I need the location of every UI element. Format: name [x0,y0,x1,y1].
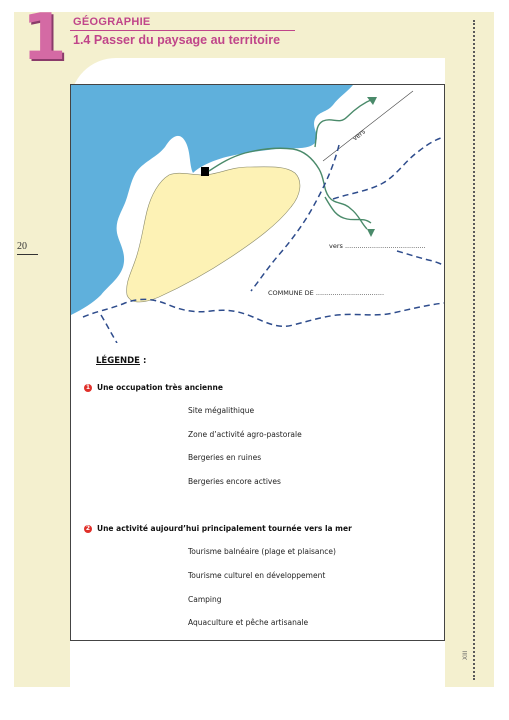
legend-item: Tourisme balnéaire (plage et plaisance) [188,547,336,556]
section-title: GÉOGRAPHIE [73,16,151,28]
megalithic-site-marker [201,167,209,176]
commune-boundary-east [397,251,444,265]
legend-title [96,356,146,366]
map-drawing [71,85,444,343]
legend-item: Camping [188,595,222,604]
legend-group-title: Une occupation très ancienne [97,383,223,392]
legend-group-title: Une activité aujourd’hui principalement tournée vers la mer [97,524,352,533]
dotted-cut-line [473,20,475,680]
section-subtitle: 1.4 Passer du paysage au territoire [73,33,281,47]
page-number: 20 [17,241,27,252]
legend-group-2-heading [84,524,352,533]
number-bullet-icon: 2 [85,524,91,532]
river-south-branch [325,197,371,223]
chapter-number: 1 [22,1,67,75]
vers-label-right: vers ....................................... [329,242,426,250]
commune-boundary-south [83,299,444,326]
commune-boundary-north [333,137,444,199]
map [70,84,445,344]
commune-boundary-southwest [101,315,117,343]
legend [70,343,445,641]
legend-item: Tourisme culturel en développement [188,571,326,580]
vers-label-diagonal: vers [351,127,367,143]
commune-label: COMMUNE DE ................................. [268,289,385,297]
legend-group-1-heading [84,383,223,392]
river-arrow-south [367,229,375,237]
legend-title-text: LÉGENDE [96,356,140,366]
number-bullet-icon: 1 [85,383,91,391]
legend-item: Zone d’activité agro-pastorale [188,430,302,439]
legend-item: Aquaculture et pêche artisanale [188,618,309,627]
legend-item: Site mégalithique [188,406,255,415]
legend-item: Bergeries encore actives [188,477,281,486]
legend-title-colon: : [139,356,147,366]
page-number-rule [17,254,38,255]
margin-code: XIII [462,650,469,660]
legend-item: Bergeries en ruines [188,453,262,462]
agro-pastoral-zone [127,167,300,302]
title-divider [70,30,295,31]
right-margin-band [445,58,494,687]
